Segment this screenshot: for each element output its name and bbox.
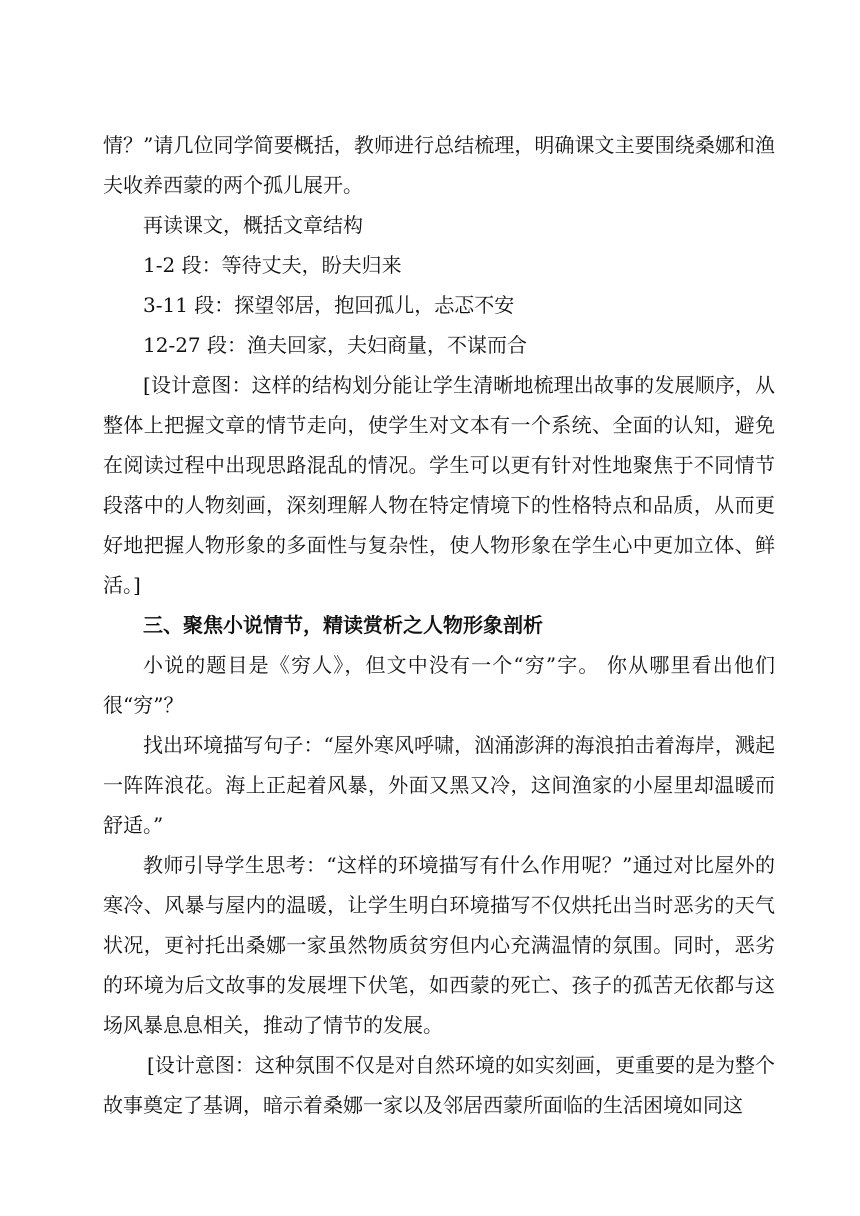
structure-item-3: 12-27 段：渔夫回家，夫妇商量，不谋而合: [143, 333, 528, 357]
paragraph-title-question: 小说的题目是《穷人》，但文中没有一个“穷”字。 你从哪里看出他们很“穷”？: [103, 653, 775, 717]
design-intent-paragraph-1: [设计意图：这样的结构划分能让学生清晰地梳理出故事的发展顺序，从整体上把握文章的情节走向，使学生对文本有一个系统、全面的认知，避免在阅读过程中出现思路混乱的情况。学生可以更有针对性地聚焦于不同情节段落中的人物刻画，深刻理解人物在特定情境下的性格特点和品质，从而更好地把握人物形象的多面性与复杂性，使人物形象在学生心中更加立体、鲜活。]: [103, 373, 775, 597]
structure-item-2: 3-11 段：探望邻居，抱回孤儿，忐忑不安: [143, 293, 515, 317]
section-heading: 三、聚焦小说情节，精读赏析之人物形象剖析: [143, 613, 543, 637]
paragraph-reread-structure: 再读课文，概括文章结构: [143, 213, 363, 237]
paragraph-environment-quote: 找出环境描写句子：“屋外寒风呼啸，汹涌澎湃的海浪拍击着海岸，溅起一阵阵浪花。海上正起着风暴，外面又黑又冷，这间渔家的小屋里却温暖而舒适。”: [103, 733, 775, 837]
paragraph-teacher-guidance: 教师引导学生思考：“这样的环境描写有什么作用呢？”通过对比屋外的寒冷、风暴与屋内的温暖，让学生明白环境描写不仅烘托出当时恶劣的天气状况，更衬托出桑娜一家虽然物质贫穷但内心充满温情的氛围。同时，恶劣的环境为后文故事的发展埋下伏笔，如西蒙的死亡、孩子的孤苦无依都与这场风暴息息相关，推动了情节的发展。: [103, 853, 775, 1037]
design-intent-paragraph-2: [设计意图：这种氛围不仅是对自然环境的如实刻画，更重要的是为整个故事奠定了基调，暗示着桑娜一家以及邻居西蒙所面临的生活困境如同这: [103, 1053, 775, 1117]
paragraph-intro-continuation: 情？”请几位同学简要概括，教师进行总结梳理，明确课文主要围绕桑娜和渔夫收养西蒙的两个孤儿展开。: [103, 133, 775, 197]
document-body: [103, 125, 775, 1125]
structure-item-1: 1-2 段：等待丈夫，盼夫归来: [143, 253, 402, 277]
